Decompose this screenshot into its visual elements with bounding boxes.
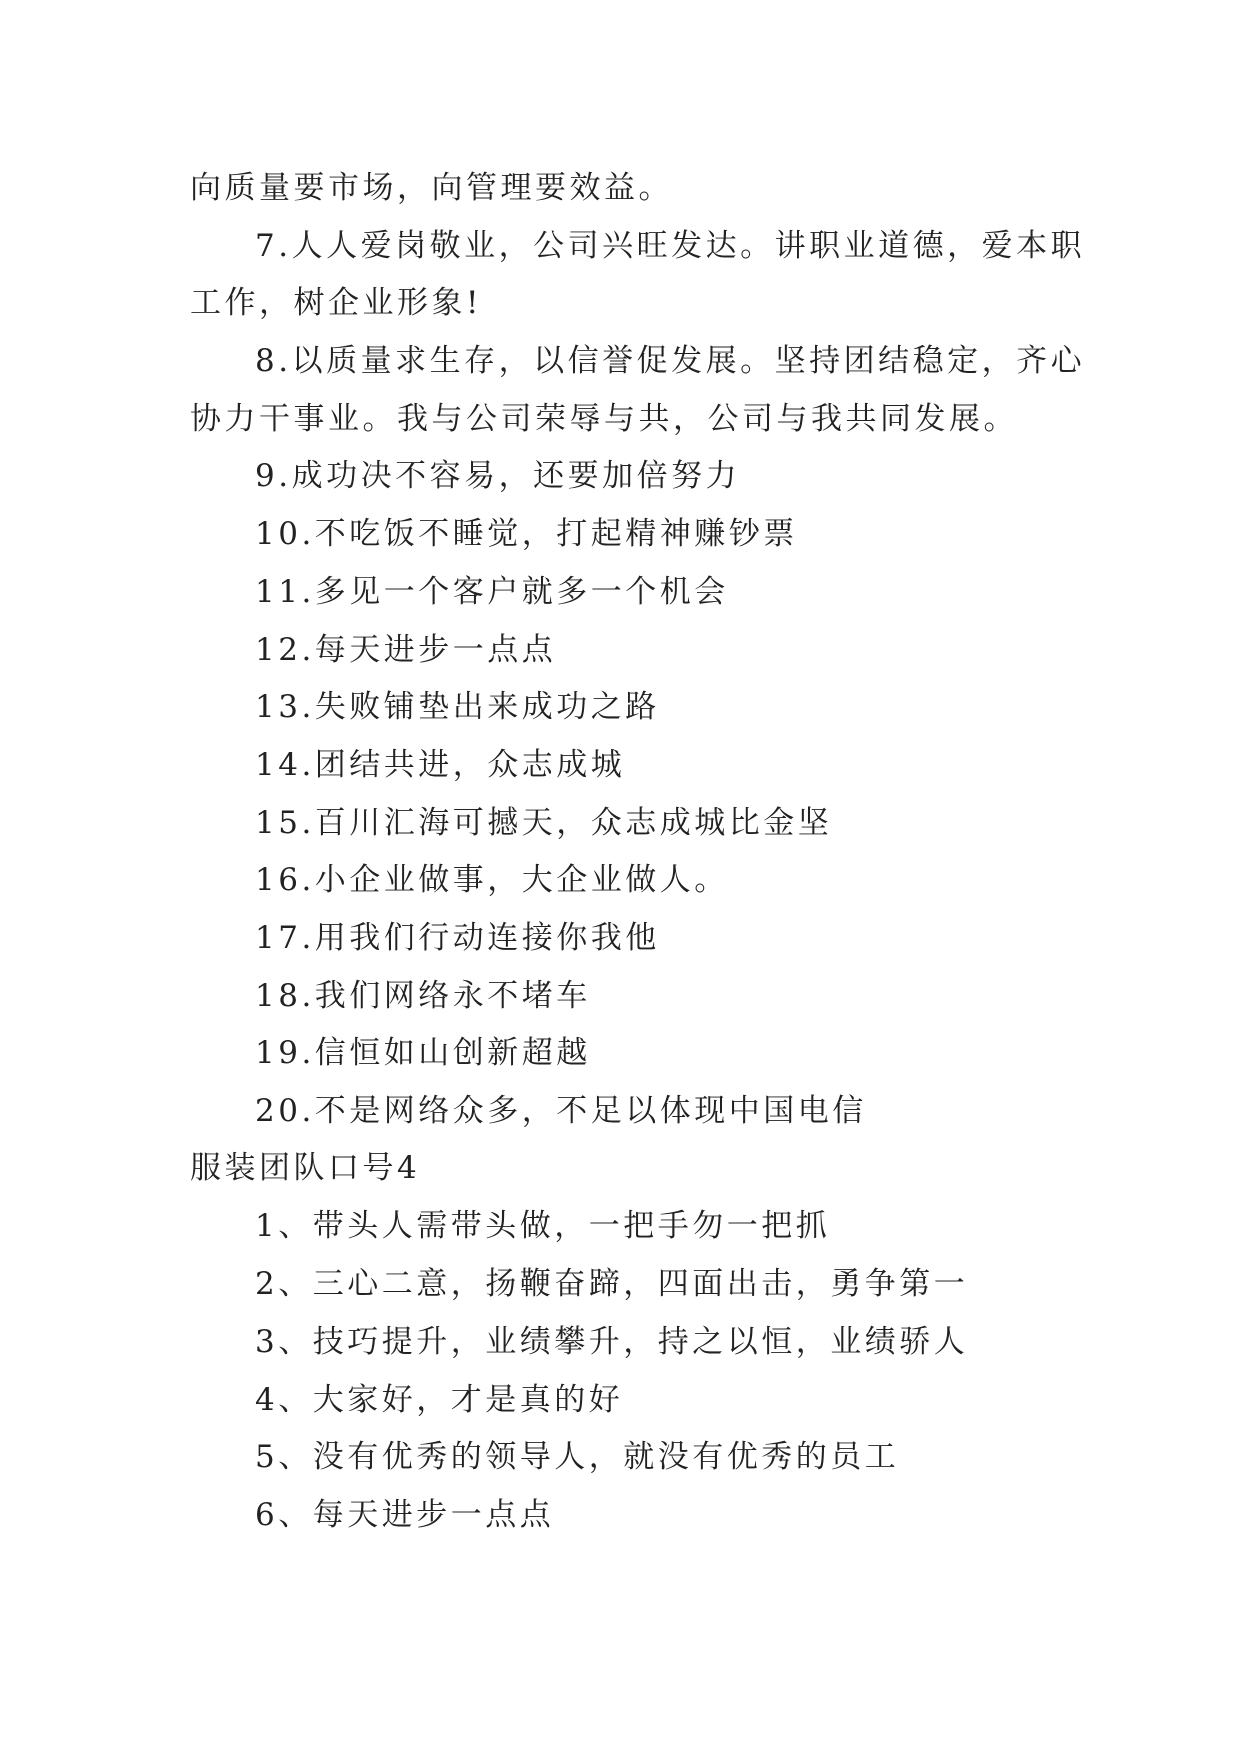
paragraph-line: 7.人人爱岗敬业，公司兴旺发达。讲职业道德，爱本职 [255, 228, 1086, 264]
list-item: 13.失败铺垫出来成功之路 [255, 689, 660, 725]
list-item: 14.团结共进，众志成城 [255, 747, 626, 783]
slogan-item: 4、大家好，才是真的好 [255, 1382, 624, 1418]
slogan-item: 3、技巧提升，业绩攀升，持之以恒，业绩骄人 [255, 1324, 969, 1360]
list-item: 20.不是网络众多，不足以体现中国电信 [255, 1093, 867, 1129]
list-item: 11.多见一个客户就多一个机会 [255, 574, 729, 610]
list-item: 16.小企业做事，大企业做人。 [255, 862, 729, 898]
list-item: 15.百川汇海可撼天，众志成城比金坚 [255, 805, 833, 841]
paragraph-line: 向质量要市场，向管理要效益。 [190, 170, 673, 206]
paragraph-line: 8.以质量求生存，以信誉促发展。坚持团结稳定，齐心 [255, 343, 1086, 379]
list-item: 19.信恒如山创新超越 [255, 1035, 591, 1071]
list-item: 9.成功决不容易，还要加倍努力 [255, 458, 741, 494]
slogan-item: 2、三心二意，扬鞭奋蹄，四面出击，勇争第一 [255, 1266, 969, 1302]
paragraph-line: 协力干事业。我与公司荣辱与共，公司与我共同发展。 [190, 401, 1018, 437]
list-item: 12.每天进步一点点 [255, 632, 557, 668]
list-item: 18.我们网络永不堵车 [255, 978, 591, 1014]
slogan-item: 5、没有优秀的领导人，就没有优秀的员工 [255, 1439, 900, 1475]
list-item: 10.不吃饭不睡觉，打起精神赚钞票 [255, 516, 798, 552]
paragraph-line: 工作，树企业形象! [190, 285, 482, 321]
slogan-item: 1、带头人需带头做，一把手勿一把抓 [255, 1208, 831, 1244]
list-item: 17.用我们行动连接你我他 [255, 920, 660, 956]
section-heading: 服装团队口号4 [190, 1150, 421, 1186]
slogan-item: 6、每天进步一点点 [255, 1497, 555, 1533]
